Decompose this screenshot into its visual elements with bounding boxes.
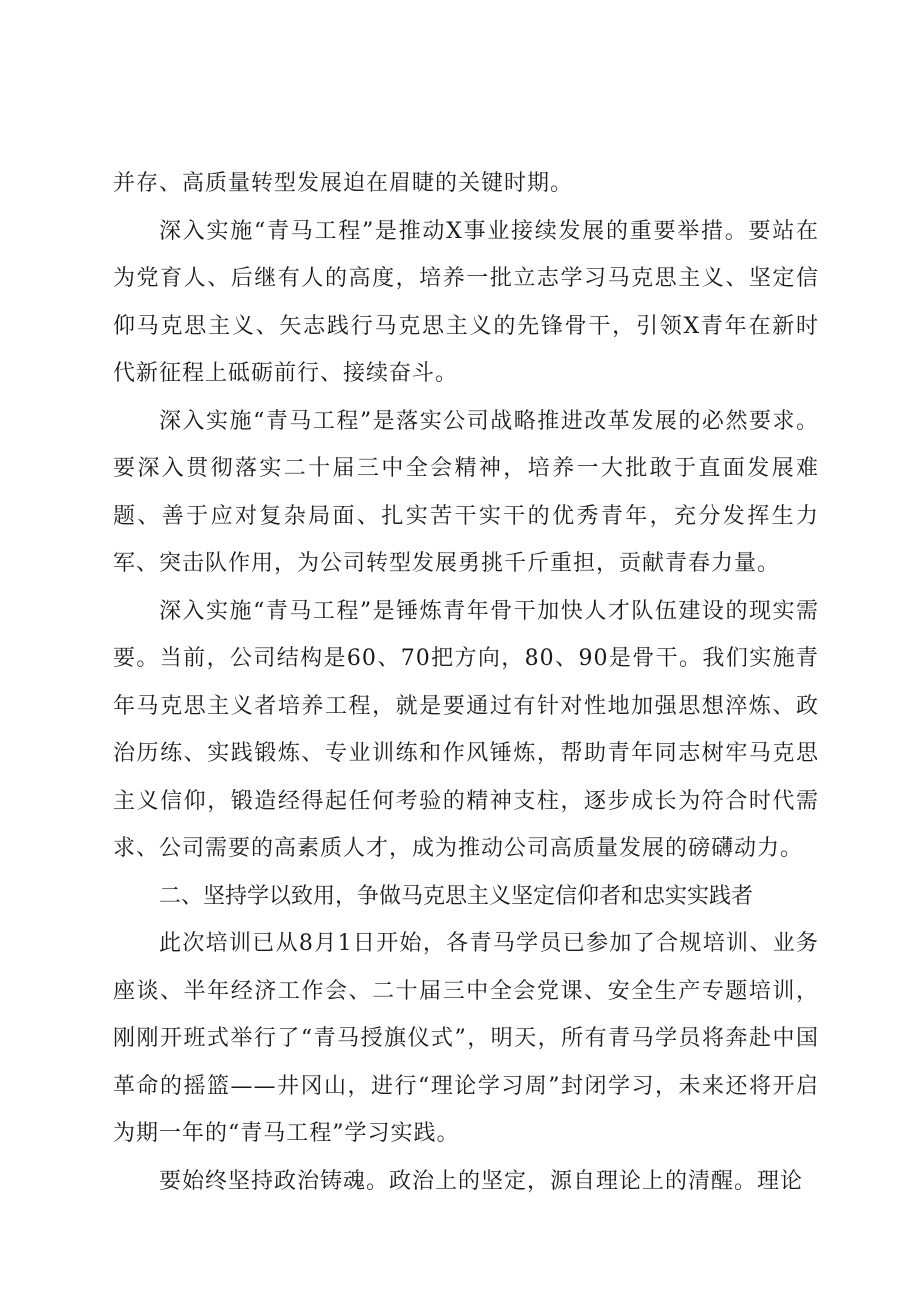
paragraph-strategic-requirement: 深入实施“青马工程”是落实公司战略推进改革发展的必然要求。要深入贯彻落实二十届三中全会精神，培养一大批敢于直面发展难题、善于应对复杂局面、扎实苦干实干的优秀青年，充分发挥生力军、突击队作用，为公司转型发展勇挑千斤重担，贡献青春力量。 bbox=[113, 408, 819, 576]
paragraph-talent-building: 深入实施“青马工程”是锤炼青年骨干加快人才队伍建设的现实需要。当前，公司结构是60、70把方向，80、90是骨干。我们实施青年马克思主义者培养工程，就是要通过有针对性地加强思想淬炼、政治历练、实践锻炼、专业训练和作风锤炼，帮助青年同志树牢马克思主义信仰，锻造经得起任何考验的精神支柱，逐步成长为符合时代需求、公司需要的高素质人才，成为推动公司高质量发展的磅礴动力。 bbox=[113, 598, 819, 861]
section-heading: 二、坚持学以致用，争做马克思主义坚定信仰者和忠实实践者 bbox=[159, 883, 754, 909]
paragraph-training-overview: 此次培训已从8月1日开始，各青马学员已参加了合规培训、业务座谈、半年经济工作会、二十届三中全会党课、安全生产专题培训，刚刚开班式举行了“青马授旗仪式”，明天，所有青马学员将奔赴中国革命的摇篮——井冈山，进行“理论学习周”封闭学习，未来还将开启为期一年的“青马工程”学习实践。 bbox=[113, 931, 819, 1146]
paragraph-major-measure: 深入实施“青马工程”是推动X事业接续发展的重要举措。要站在为党育人、后继有人的高度，培养一批立志学习马克思主义、坚定信仰马克思主义、矢志践行马克思主义的先锋骨干，引领X青年在新时代新征程上砥砺前行、接续奋斗。 bbox=[113, 218, 819, 386]
paragraph-continuation: 并存、高质量转型发展迫在眉睫的关键时期。 bbox=[113, 171, 574, 196]
document-body bbox=[113, 160, 819, 1205]
paragraph-political-soul: 要始终坚持政治铸魂。政治上的坚定，源自理论上的清醒。理论 bbox=[159, 1168, 804, 1194]
